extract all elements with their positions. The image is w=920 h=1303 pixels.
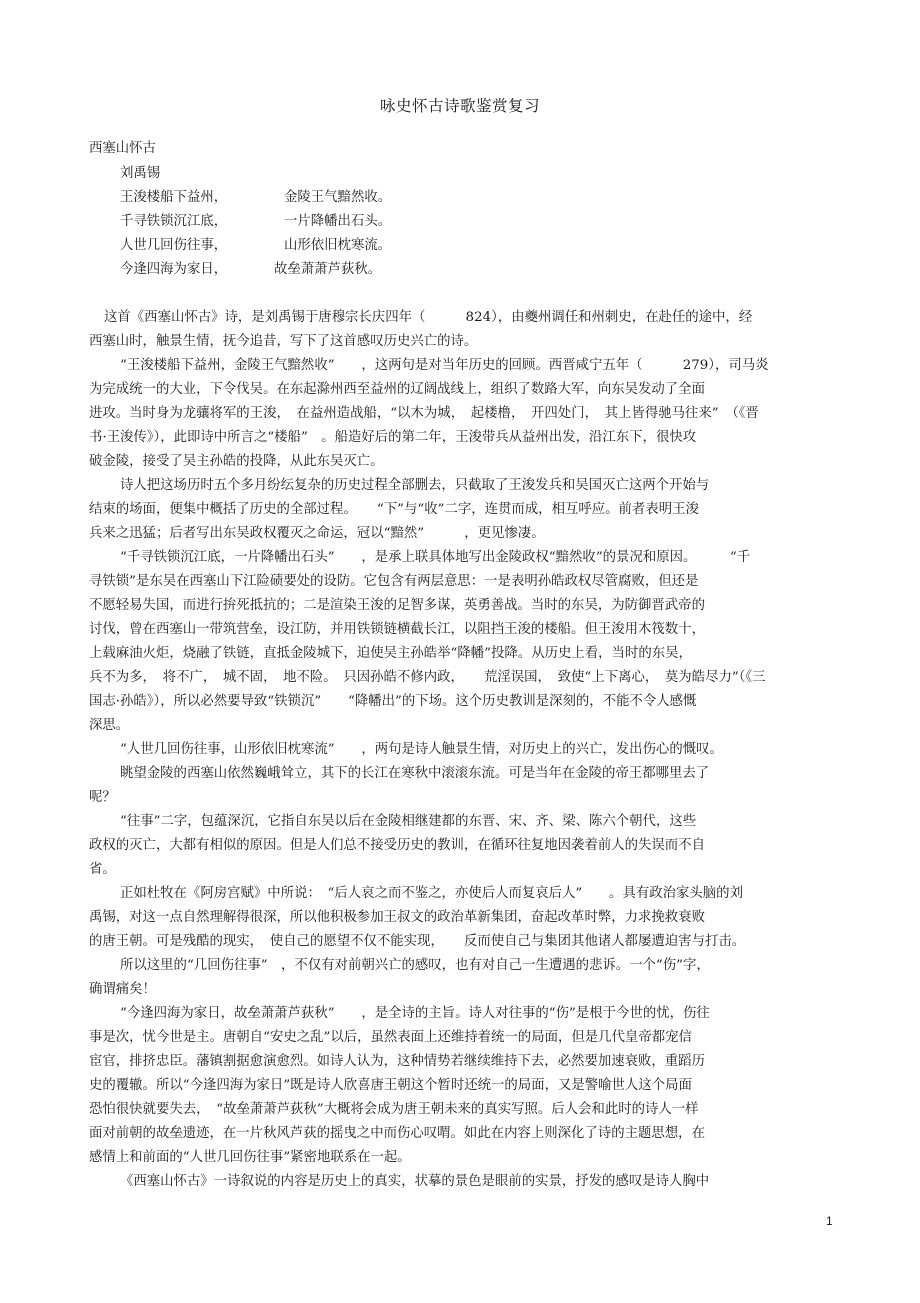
poem-line-second: 山形依旧枕寒流。 xyxy=(284,238,392,253)
poem-title: 西塞山怀古 xyxy=(89,141,156,156)
poem-line-first: 今逢四海为家日， xyxy=(120,262,228,277)
text-line: 宦官，排挤忠臣。藩镇割据愈演愈烈。如诗人认为，这种情势若继续维持下去，必然要加速衰败，重蹈历 xyxy=(89,1054,705,1069)
page-number: 1 xyxy=(826,1214,833,1228)
text-line: 眺望金陵的西塞山依然巍峨耸立，其下的长江在寒秋中滚滚东流。可是当年在金陵的帝王都哪里去了 xyxy=(120,766,710,781)
text-line: 这首《西塞山怀古》诗，是刘禹锡于唐穆宗长庆四年（ 824），由夔州调任和州刺史，在赴任的途中，经 xyxy=(104,310,753,325)
poem-line-second: 一片降幡出石头。 xyxy=(284,214,392,229)
text-line: “王浚楼船下益州，金陵王气黯然收” ，这两句是对当年历史的回顾。西晋咸宁五年（ 279），司马炎 xyxy=(120,358,769,373)
poem-line-first: 千寻铁锁沉江底， xyxy=(120,214,228,229)
text-line: “千寻铁锁沉江底，一片降幡出石头” ，是承上联具体地写出金陵政权“黯然收”的景况和原因。 “千 xyxy=(120,550,751,565)
poem-author: 刘禹锡 xyxy=(120,166,161,181)
text-line: 《西塞山怀古》一诗叙说的内容是历史上的真实，状摹的景色是眼前的实景，抒发的感叹是诗人胸中 xyxy=(120,1174,710,1189)
text-line: 上载麻油火炬，烧融了铁链，直抵金陵城下，迫使吴主孙皓举“降幡”投降。从历史上看，当时的东吴， xyxy=(89,646,692,661)
text-line: 的唐王朝。可是残酷的现实， 使自己的愿望不仅不能实现， 反而使自己与集团其他诸人都屡遭迫害与打击。 xyxy=(89,934,746,949)
text-line: 讨伐，曾在西塞山一带筑营垒，设江防，并用铁锁链横截长江，以阻挡王浚的楼船。但王浚用木筏数十， xyxy=(89,622,705,637)
text-line: 结束的场面，便集中概括了历史的全部过程。 “下”与“收”二字，连贯而成，相互呼应。前者表明王浚 xyxy=(89,502,699,517)
text-line: “人世几回伤往事，山形依旧枕寒流” ，两句是诗人触景生情，对历史上的兴亡，发出伤心的慨叹。 xyxy=(120,742,723,757)
text-line: 国志·孙皓》），所以必然要导致“铁锁沉” “降幡出”的下场。这个历史教训是深刻的，不能不令人感慨 xyxy=(89,694,697,709)
poem-line xyxy=(120,190,392,206)
page-title: 咏史怀古诗歌鉴赏复习 xyxy=(379,97,540,115)
text-line: “往事”二字，包蕴深沉，它指自东吴以后在金陵相继建都的东晋、宋、齐、梁、陈六个朝代，这些 xyxy=(120,814,697,829)
text-line: 正如杜牧在《阿房宫赋》中所说： “后人哀之而不鉴之，亦使后人而复哀后人” 。具有政治家头脑的刘 xyxy=(120,886,743,901)
text-line: 确谓痛矣！ xyxy=(89,982,156,997)
poem-line xyxy=(120,262,382,278)
poem-line xyxy=(120,214,392,230)
text-line: 为完成统一的大业，下令伐吴。在东起滁州西至益州的辽阔战线上，组织了数路大军，向东吴发动了全面 xyxy=(89,382,705,397)
text-line: 政权的灭亡，大都有相似的原因。但是人们总不接受历史的教训，在循环往复地因袭着前人的失误而不自 xyxy=(89,838,705,853)
poem-line xyxy=(120,238,392,254)
text-line: 深思。 xyxy=(89,718,130,733)
text-line: 诗人把这场历时五个多月纷纭复杂的历史过程全部删去，只截取了王浚发兵和吴国灭亡这两个开始与 xyxy=(120,478,710,493)
text-line: 不愿轻易失国，而进行拚死抵抗的；二是渲染王浚的足智多谋，英勇善战。当时的东吴，为防御晋武帝的 xyxy=(89,598,705,613)
text-line: 兵不为多， 将不广， 城不固， 地不险。 只因孙皓不修内政， 荒淫误国， 致使“上下离心， 莫为皓尽力”（《三 xyxy=(89,670,766,685)
text-line: 禹锡，对这一点自然理解得很深，所以他积极参加王叔文的政治革新集团，奋起改革时弊，力求挽救衰败 xyxy=(89,910,705,925)
text-line: 所以这里的“几回伤往事” ，不仅有对前朝兴亡的感叹，也有对自己一生遭遇的悲诉。一个“伤”字， xyxy=(120,958,710,973)
text-line: 恐怕很快就要失去， “故垒萧萧芦荻秋”大概将会成为唐王朝未来的真实写照。后人会和此时的诗人一样 xyxy=(89,1102,699,1117)
text-line: 省。 xyxy=(89,862,116,877)
text-line: 面对前朝的故垒遗迹，在一片秋风芦荻的摇曳之中而伤心叹喟。如此在内容上则深化了诗的主题思想，在 xyxy=(89,1126,705,1141)
text-line: 西塞山时，触景生情，抚今追昔，写下了这首感叹历史兴亡的诗。 xyxy=(89,334,478,349)
text-line: 史的覆辙。所以“今逢四海为家日”既是诗人欣喜唐王朝这个暂时还统一的局面，又是警喻世人这个局面 xyxy=(89,1078,692,1093)
text-line: “今逢四海为家日，故垒萧萧芦荻秋” ，是全诗的主旨。诗人对往事的“伤”是根于今世的忧，伤往 xyxy=(120,1006,710,1021)
text-line: 寻铁锁”是东吴在西塞山下江险碛要处的设防。它包含有两层意思：一是表明孙皓政权尽管腐败，但还是 xyxy=(89,574,699,589)
text-line: 感情上和前面的“人世几回伤往事”紧密地联系在一起。 xyxy=(89,1150,411,1165)
text-line: 破金陵，接受了吴主孙皓的投降，从此东吴灭亡。 xyxy=(89,454,384,469)
poem-line-second: 金陵王气黯然收。 xyxy=(284,190,392,205)
text-line: 呢？ xyxy=(89,790,116,805)
poem-line-first: 王浚楼船下益州， xyxy=(120,190,228,205)
poem-line-first: 人世几回伤往事， xyxy=(120,238,228,253)
text-line: 事是次，忧今世是主。唐朝自“安史之乱”以后，虽然表面上还维持着统一的局面，但是几代皇帝都宠信 xyxy=(89,1030,692,1045)
text-line: 兵来之迅猛；后者写出东吴政权覆灭之命运，冠以“黯然” ，更见惨凄。 xyxy=(89,526,545,541)
text-line: 书·王浚传》），此即诗中所言之“楼船” 。船造好后的第二年，王浚带兵从益州出发，沿江东下，很快攻 xyxy=(89,430,697,445)
poem-line-second: 故垒萧萧芦荻秋。 xyxy=(274,262,382,277)
text-line: 进攻。当时身为龙骧将军的王浚， 在益州造战船，“以木为城， 起楼橹， 开四处门， 其上皆得驰马往来” （《晋 xyxy=(89,406,759,421)
